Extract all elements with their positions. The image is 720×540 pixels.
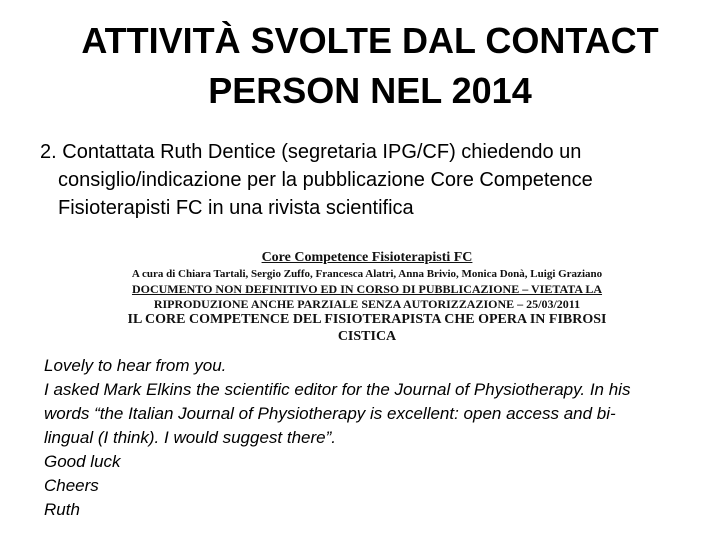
reply-line-5: Good luck: [44, 452, 121, 471]
slide-title-line-1: ATTIVITÀ SVOLTE DAL CONTACT: [81, 20, 659, 61]
reply-line-3: words “the Italian Journal of Physiotherapy is excellent: open access and bi-: [44, 404, 616, 423]
email-reply-quote: [44, 354, 678, 522]
reply-line-4: lingual (I think). I would suggest there”.: [44, 428, 336, 447]
bullet-text-line-3: Fisioterapisti FC in una rivista scientifica: [58, 197, 414, 219]
reply-line-1: Lovely to hear from you.: [44, 356, 227, 375]
document-notice-line-1: DOCUMENTO NON DEFINITIVO ED IN CORSO DI PUBBLICAZIONE – VIETATA LA: [131, 282, 603, 296]
bullet-number: 2.: [40, 141, 57, 163]
document-notice-line-2: RIPRODUZIONE ANCHE PARZIALE SENZA AUTORIZZAZIONE – 25/03/2011: [153, 297, 581, 311]
bullet-text-line-1: Contattata Ruth Dentice (segretaria IPG/CF) chiedendo un: [62, 141, 582, 163]
reply-line-2: I asked Mark Elkins the scientific editor for the Journal of Physiotherapy. In his: [44, 380, 631, 399]
document-heading-line-2: CISTICA: [337, 329, 397, 344]
document-authors: A cura di Chiara Tartali, Sergio Zuffo, Francesca Alatri, Anna Brivio, Monica Donà, Luigi Graziano: [131, 268, 603, 280]
reply-signature: Ruth: [44, 500, 80, 519]
document-heading-line-1: IL CORE COMPETENCE DEL FISIOTERAPISTA CHE OPERA IN FIBROSI: [127, 312, 607, 327]
reply-line-6: Cheers: [44, 476, 99, 495]
slide-title-line-2: PERSON NEL 2014: [208, 70, 532, 111]
slide-title: [40, 16, 700, 116]
bullet-item-2: [40, 138, 670, 222]
bullet-text-line-2: consiglio/indicazione per la pubblicazione Core Competence: [58, 169, 593, 191]
scanned-document-excerpt: [64, 249, 670, 345]
document-title: Core Competence Fisioterapisti FC: [261, 250, 473, 265]
